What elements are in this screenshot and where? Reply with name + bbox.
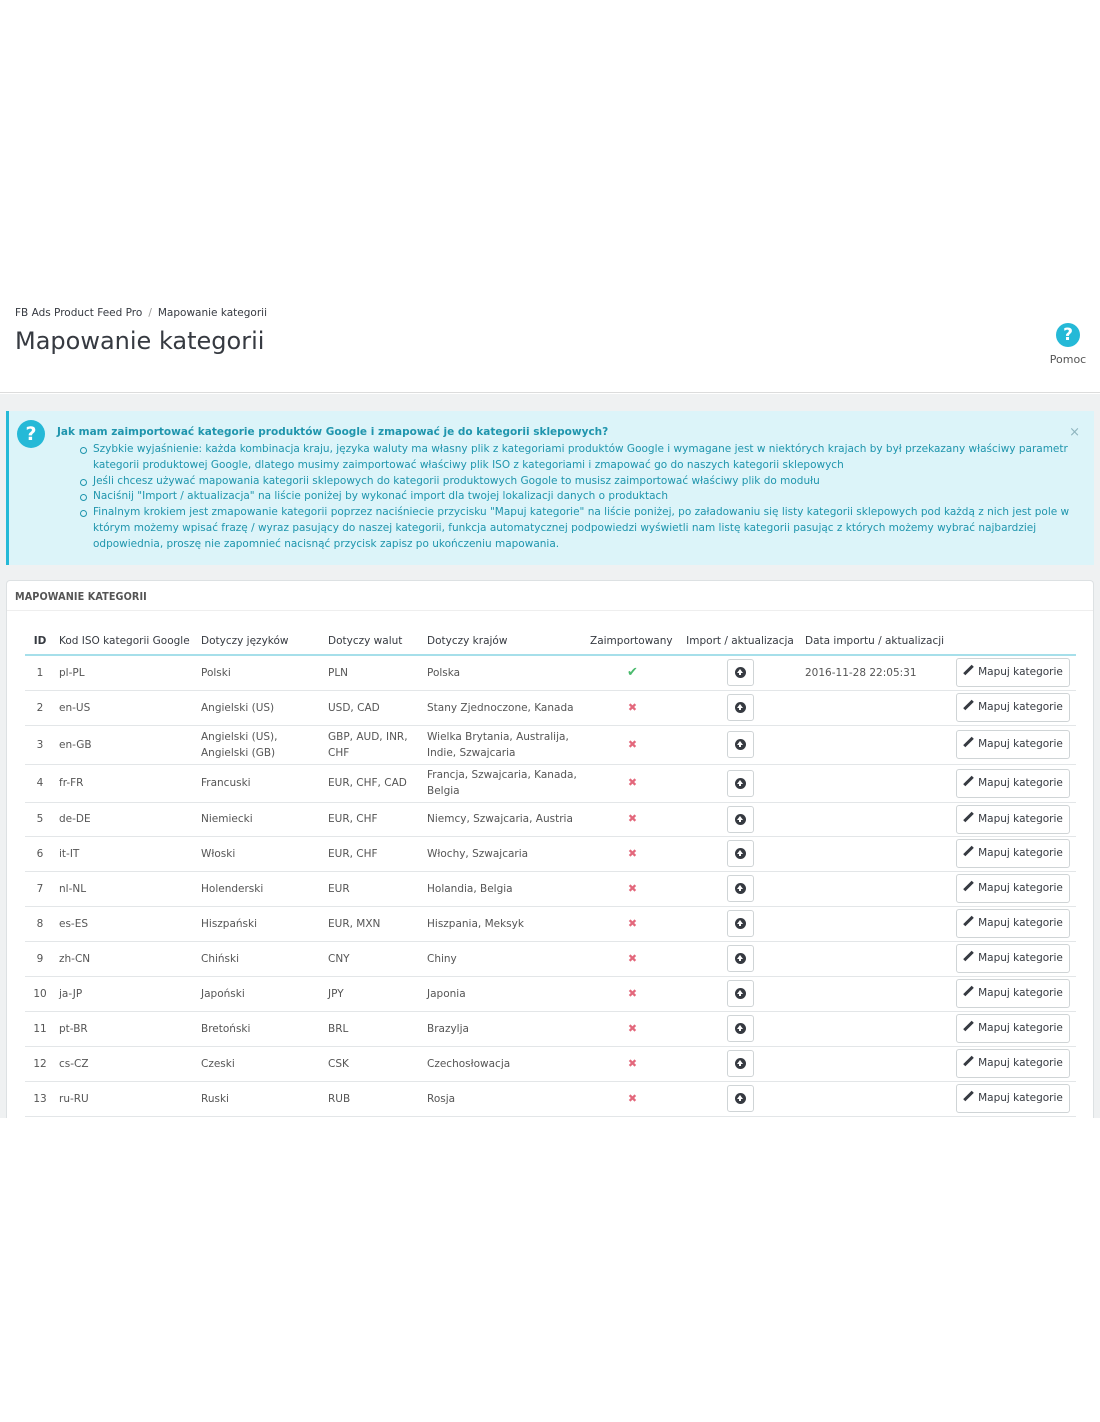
- cell-date: [801, 725, 951, 764]
- cell-imported: [586, 871, 679, 906]
- cell-imported: [586, 906, 679, 941]
- page-header: [0, 293, 1100, 393]
- table-header-row: [25, 627, 1076, 655]
- cell-iso: cs-CZ: [55, 1046, 197, 1081]
- cell-iso: ja-JP: [55, 976, 197, 1011]
- panel-heading: [7, 581, 1093, 611]
- cell-currencies: RUB: [324, 1081, 423, 1116]
- cell-import: [679, 836, 801, 871]
- table-row: [25, 1011, 1076, 1046]
- arrow-up-circle-icon: [735, 702, 746, 713]
- map-categories-button[interactable]: [956, 909, 1070, 938]
- cell-languages: Japoński: [197, 976, 324, 1011]
- cell-id: 13: [25, 1081, 55, 1116]
- cell-date: [801, 941, 951, 976]
- alert-list: [79, 442, 1079, 553]
- import-update-button[interactable]: [727, 910, 754, 937]
- cell-iso: en-US: [55, 690, 197, 725]
- cell-import: [679, 802, 801, 836]
- pencil-icon: [963, 881, 974, 892]
- import-update-button[interactable]: [727, 980, 754, 1007]
- map-categories-button[interactable]: [956, 693, 1070, 722]
- map-categories-label: Mapuj kategorie: [978, 776, 1063, 789]
- map-categories-label: Mapuj kategorie: [978, 987, 1063, 999]
- import-update-button[interactable]: [727, 945, 754, 972]
- cell-countries: Stany Zjednoczone, Kanada: [423, 690, 586, 725]
- cell-import: [679, 764, 801, 802]
- cell-currencies: EUR, MXN: [324, 906, 423, 941]
- cell-import: [679, 1046, 801, 1081]
- cell-actions: [951, 655, 1076, 690]
- map-categories-label: Mapuj kategorie: [978, 738, 1063, 750]
- cell-currencies: CSK: [324, 1046, 423, 1081]
- map-categories-label: Mapuj kategorie: [978, 1022, 1063, 1034]
- cell-actions: [951, 802, 1076, 836]
- map-categories-button[interactable]: [956, 658, 1070, 687]
- cell-actions: [951, 836, 1076, 871]
- pencil-icon: [963, 986, 974, 997]
- cell-id: 1: [25, 655, 55, 690]
- cell-import: [679, 1011, 801, 1046]
- alert-item: Finalnym krokiem jest zmapowanie kategorii poprzez naciśniecie przycisku "Mapuj kategorie" na liście poniżej, po załadowaniu się listy kategorii sklepowych pod każdą z nich jest pole w którym możemy wpisać frazę / wyraz pasujący do naszej kategorii, funkcja automatycznej podpowiedzi wyświetli nam listę kategorii pasując z których możemy wybrać najbardziej odpowiednia, proszę nie zapomnieć nacisnąć przycisk zapisz po ukończeniu mapowania.: [79, 505, 1079, 552]
- cell-id: 11: [25, 1011, 55, 1046]
- cell-date: [801, 1081, 951, 1116]
- cell-countries: Brazylja: [423, 1011, 586, 1046]
- cell-imported: [586, 764, 679, 802]
- cell-actions: [951, 906, 1076, 941]
- pencil-icon: [963, 1056, 974, 1067]
- cell-languages: Holenderski: [197, 871, 324, 906]
- map-categories-label: Mapuj kategorie: [978, 1057, 1063, 1069]
- col-header-languages: Dotyczy języków: [197, 627, 324, 655]
- cell-id: 4: [25, 764, 55, 802]
- cell-date: [801, 1011, 951, 1046]
- cell-countries: Polska: [423, 655, 586, 690]
- cell-countries: Rosja: [423, 1081, 586, 1116]
- cell-import: [679, 655, 801, 690]
- cell-languages: Angielski (US): [197, 690, 324, 725]
- mapping-table: [25, 627, 1076, 1117]
- cell-date: [801, 976, 951, 1011]
- map-categories-label: Mapuj kategorie: [978, 666, 1063, 679]
- cell-imported: [586, 836, 679, 871]
- cell-id: 7: [25, 871, 55, 906]
- cell-languages: Bretoński: [197, 1011, 324, 1046]
- cell-date: 2016-11-28 22:05:31: [801, 655, 951, 690]
- table-row: [25, 725, 1076, 764]
- map-categories-label: Mapuj kategorie: [978, 952, 1063, 964]
- alert-item: Jeśli chcesz używać mapowania kategorii sklepowych do kategorii produktowych Gogole to musisz zaimportować właściwy plik do modułu: [79, 474, 1079, 490]
- pencil-icon: [963, 700, 974, 711]
- col-header-currencies: Dotyczy walut: [324, 627, 423, 655]
- cell-date: [801, 690, 951, 725]
- breadcrumb-parent[interactable]: FB Ads Product Feed Pro: [15, 307, 143, 319]
- panel-title: MAPOWANIE KATEGORII: [15, 590, 147, 603]
- check-icon: ✔: [627, 664, 638, 680]
- import-update-button[interactable]: [727, 659, 754, 686]
- cell-id: 6: [25, 836, 55, 871]
- map-categories-button[interactable]: [956, 1084, 1070, 1113]
- cross-icon: ✖: [627, 1021, 638, 1035]
- map-categories-button[interactable]: [956, 839, 1070, 868]
- cell-id: 10: [25, 976, 55, 1011]
- cell-imported: [586, 1081, 679, 1116]
- breadcrumb-current: Mapowanie kategorii: [157, 307, 267, 319]
- pencil-icon: [963, 916, 974, 927]
- cell-currencies: EUR, CHF: [324, 836, 423, 871]
- cell-iso: en-GB: [55, 725, 197, 764]
- arrow-up-circle-icon: [735, 814, 746, 825]
- cell-imported: [586, 1046, 679, 1081]
- cell-import: [679, 725, 801, 764]
- map-categories-label: Mapuj kategorie: [978, 812, 1063, 825]
- table-row: [25, 802, 1076, 836]
- cell-iso: ru-RU: [55, 1081, 197, 1116]
- arrow-up-circle-icon: [735, 883, 746, 894]
- cell-languages: Francuski: [197, 764, 324, 802]
- cell-languages: Hiszpański: [197, 906, 324, 941]
- cross-icon: ✖: [627, 881, 638, 895]
- col-header-iso: Kod ISO kategorii Google: [55, 627, 197, 655]
- pencil-icon: [963, 776, 974, 787]
- cross-icon: ✖: [627, 916, 638, 930]
- map-categories-button[interactable]: [956, 979, 1070, 1008]
- cell-id: 12: [25, 1046, 55, 1081]
- cross-icon: ✖: [627, 1091, 638, 1105]
- table-row: [25, 655, 1076, 690]
- import-update-button[interactable]: [727, 1015, 754, 1042]
- cell-id: 2: [25, 690, 55, 725]
- cell-languages: Polski: [197, 655, 324, 690]
- table-row: [25, 1081, 1076, 1116]
- cell-countries: Hiszpania, Meksyk: [423, 906, 586, 941]
- cell-id: 8: [25, 906, 55, 941]
- table-row: [25, 871, 1076, 906]
- cell-countries: Wielka Brytania, Australija, Indie, Szwajcaria: [423, 725, 586, 764]
- arrow-up-circle-icon: [735, 1058, 746, 1069]
- cell-currencies: PLN: [324, 655, 423, 690]
- map-categories-button[interactable]: [956, 944, 1070, 973]
- import-update-button[interactable]: [727, 1085, 754, 1112]
- import-update-button[interactable]: [727, 806, 754, 833]
- col-header-countries: Dotyczy krajów: [423, 627, 586, 655]
- alert-item: Szybkie wyjaśnienie: każda kombinacja kraju, języka waluty ma własny plik z kategoriami produktów Google i wymagane jest w niektórych krajach by był przekazany właściwy parametr kategorii produktowej Google, dlatego musimy zaimportować właściwy plik ISO z kategoriami i zmapować go do naszych kategorii sklepowych: [79, 442, 1079, 474]
- cross-icon: ✖: [627, 986, 638, 1000]
- cell-iso: pt-BR: [55, 1011, 197, 1046]
- arrow-up-circle-icon: [735, 1093, 746, 1104]
- arrow-up-circle-icon: [735, 953, 746, 964]
- cell-languages: Niemiecki: [197, 802, 324, 836]
- pencil-icon: [963, 737, 974, 748]
- cell-id: 5: [25, 802, 55, 836]
- cell-countries: Chiny: [423, 941, 586, 976]
- cell-actions: [951, 871, 1076, 906]
- breadcrumb: [15, 307, 267, 319]
- info-alert: [6, 411, 1094, 565]
- import-update-button[interactable]: [727, 875, 754, 902]
- alert-title: Jak mam zaimportować kategorie produktów Google i zmapować je do kategorii sklepowych?: [57, 426, 609, 438]
- cell-countries: Niemcy, Szwajcaria, Austria: [423, 802, 586, 836]
- close-icon[interactable]: ×: [1069, 425, 1080, 440]
- table-row: [25, 906, 1076, 941]
- col-header-id: ID: [25, 627, 55, 655]
- cell-currencies: EUR: [324, 871, 423, 906]
- col-header-actions: [951, 627, 1076, 655]
- cell-imported: [586, 1011, 679, 1046]
- pencil-icon: [963, 1021, 974, 1032]
- cross-icon: ✖: [627, 846, 638, 860]
- cell-imported: [586, 725, 679, 764]
- cell-date: [801, 836, 951, 871]
- table-row: [25, 690, 1076, 725]
- map-categories-label: Mapuj kategorie: [978, 701, 1063, 713]
- col-header-imported: Zaimportowany: [586, 627, 679, 655]
- cell-import: [679, 906, 801, 941]
- cell-date: [801, 871, 951, 906]
- arrow-up-circle-icon: [735, 988, 746, 999]
- map-categories-label: Mapuj kategorie: [978, 1092, 1063, 1104]
- cell-actions: [951, 764, 1076, 802]
- cell-countries: Holandia, Belgia: [423, 871, 586, 906]
- cell-currencies: EUR, CHF, CAD: [324, 764, 423, 802]
- cross-icon: ✖: [627, 700, 638, 714]
- cell-import: [679, 976, 801, 1011]
- cell-iso: de-DE: [55, 802, 197, 836]
- cell-date: [801, 764, 951, 802]
- cell-actions: [951, 976, 1076, 1011]
- table-row: [25, 836, 1076, 871]
- cell-currencies: GBP, AUD, INR, CHF: [324, 725, 423, 764]
- cell-import: [679, 1081, 801, 1116]
- map-categories-label: Mapuj kategorie: [978, 882, 1063, 894]
- cell-date: [801, 906, 951, 941]
- col-header-import: Import / aktualizacja: [679, 627, 801, 655]
- cell-iso: fr-FR: [55, 764, 197, 802]
- import-update-button[interactable]: [727, 770, 754, 797]
- cell-currencies: BRL: [324, 1011, 423, 1046]
- table-row: [25, 764, 1076, 802]
- cell-iso: pl-PL: [55, 655, 197, 690]
- cell-currencies: JPY: [324, 976, 423, 1011]
- cell-currencies: USD, CAD: [324, 690, 423, 725]
- import-update-button[interactable]: [727, 731, 754, 758]
- arrow-up-circle-icon: [735, 848, 746, 859]
- cell-iso: es-ES: [55, 906, 197, 941]
- category-mapping-panel: [6, 580, 1094, 1118]
- cell-id: 9: [25, 941, 55, 976]
- cell-languages: Chiński: [197, 941, 324, 976]
- cell-countries: Francja, Szwajcaria, Kanada, Belgia: [423, 764, 586, 802]
- map-categories-button[interactable]: [956, 805, 1070, 834]
- alert-item: Naciśnij "Import / aktualizacja" na liście poniżej by wykonać import dla twojej lokalizacji danych o produktach: [79, 489, 1079, 505]
- cell-id: 3: [25, 725, 55, 764]
- cell-iso: zh-CN: [55, 941, 197, 976]
- cell-iso: it-IT: [55, 836, 197, 871]
- cell-actions: [951, 941, 1076, 976]
- cell-countries: Czechosłowacja: [423, 1046, 586, 1081]
- page-title: Mapowanie kategorii: [15, 327, 265, 355]
- cell-iso: nl-NL: [55, 871, 197, 906]
- cell-languages: Czeski: [197, 1046, 324, 1081]
- arrow-up-circle-icon: [735, 739, 746, 750]
- cross-icon: ✖: [627, 1056, 638, 1070]
- help-button[interactable]: [1044, 323, 1092, 366]
- import-update-button[interactable]: [727, 694, 754, 721]
- cell-imported: [586, 976, 679, 1011]
- pencil-icon: [963, 812, 974, 823]
- cell-countries: Japonia: [423, 976, 586, 1011]
- cell-currencies: CNY: [324, 941, 423, 976]
- help-label: Pomoc: [1049, 353, 1087, 366]
- map-categories-button[interactable]: [956, 1049, 1070, 1078]
- cell-date: [801, 802, 951, 836]
- pencil-icon: [963, 846, 974, 857]
- table-body: [25, 655, 1076, 1116]
- map-categories-button[interactable]: [956, 730, 1070, 759]
- pencil-icon: [963, 951, 974, 962]
- cell-languages: Angielski (US), Angielski (GB): [197, 725, 324, 764]
- cross-icon: ✖: [627, 776, 638, 789]
- cell-actions: [951, 1046, 1076, 1081]
- map-categories-button[interactable]: [956, 1014, 1070, 1043]
- cell-languages: Włoski: [197, 836, 324, 871]
- cross-icon: ✖: [627, 812, 638, 825]
- cell-imported: [586, 802, 679, 836]
- cell-imported: [586, 690, 679, 725]
- question-circle-icon: ?: [17, 420, 45, 448]
- cell-date: [801, 1046, 951, 1081]
- cell-actions: [951, 1081, 1076, 1116]
- table-row: [25, 1046, 1076, 1081]
- pencil-icon: [963, 665, 974, 676]
- table-row: [25, 941, 1076, 976]
- cell-imported: [586, 655, 679, 690]
- cell-actions: [951, 690, 1076, 725]
- cell-import: [679, 871, 801, 906]
- map-categories-button[interactable]: [956, 874, 1070, 903]
- cell-currencies: EUR, CHF: [324, 802, 423, 836]
- cell-imported: [586, 941, 679, 976]
- import-update-button[interactable]: [727, 1050, 754, 1077]
- col-header-date: Data importu / aktualizacji: [801, 627, 951, 655]
- cross-icon: ✖: [627, 737, 638, 751]
- cell-languages: Ruski: [197, 1081, 324, 1116]
- cell-import: [679, 690, 801, 725]
- pencil-icon: [963, 1091, 974, 1102]
- import-update-button[interactable]: [727, 840, 754, 867]
- cell-actions: [951, 725, 1076, 764]
- map-categories-label: Mapuj kategorie: [978, 847, 1063, 859]
- cell-actions: [951, 1011, 1076, 1046]
- map-categories-button[interactable]: [956, 769, 1070, 798]
- table-row: [25, 976, 1076, 1011]
- arrow-up-circle-icon: [735, 667, 746, 678]
- cell-import: [679, 941, 801, 976]
- arrow-up-circle-icon: [735, 778, 746, 789]
- breadcrumb-separator: /: [148, 307, 152, 319]
- arrow-up-circle-icon: [735, 918, 746, 929]
- question-circle-icon: ?: [1056, 323, 1080, 347]
- cell-countries: Włochy, Szwajcaria: [423, 836, 586, 871]
- cross-icon: ✖: [627, 951, 638, 965]
- arrow-up-circle-icon: [735, 1023, 746, 1034]
- map-categories-label: Mapuj kategorie: [978, 917, 1063, 929]
